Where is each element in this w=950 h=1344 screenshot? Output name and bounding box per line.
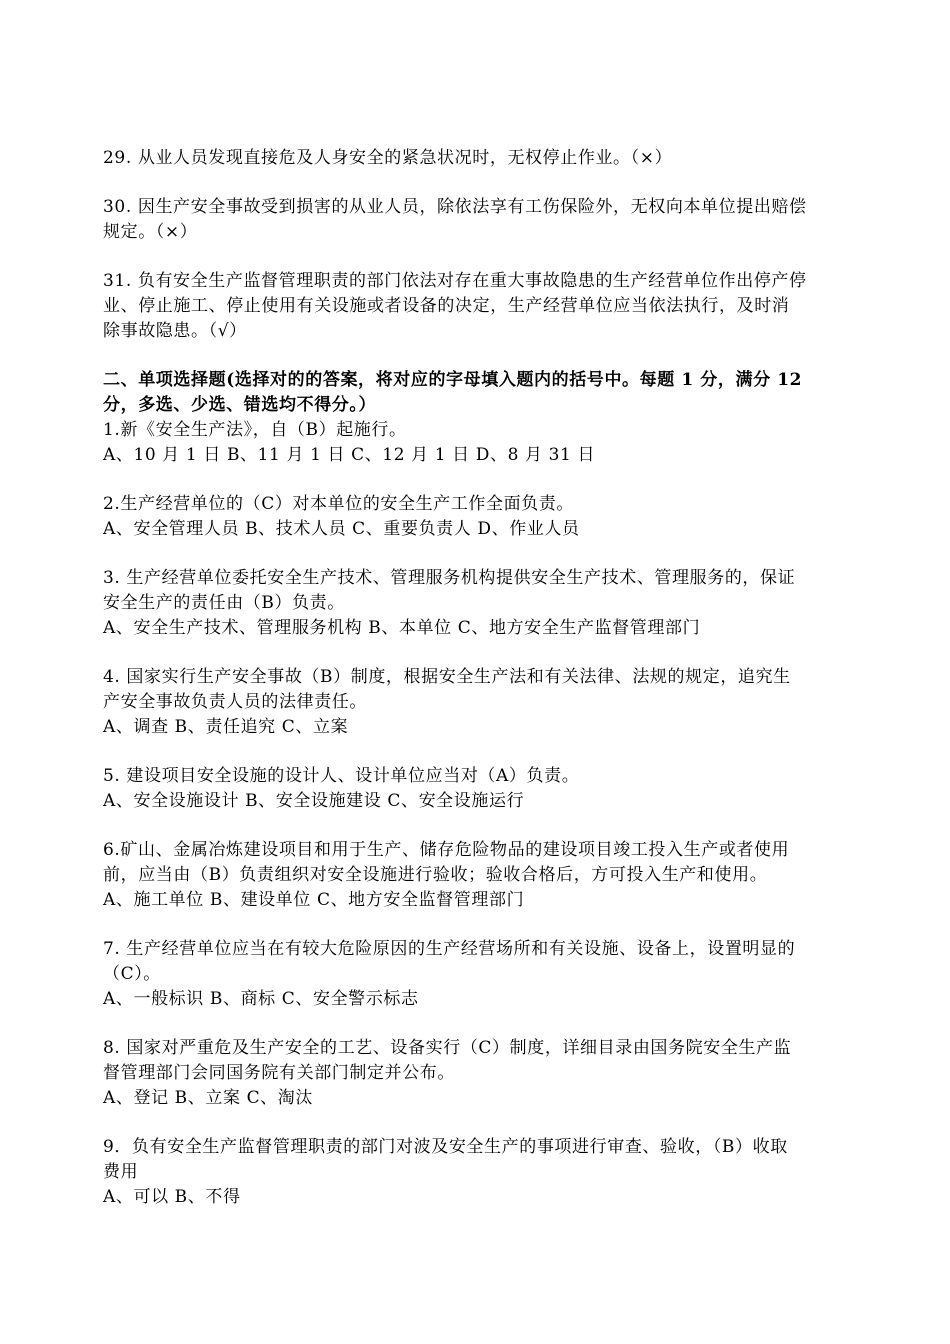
choice-question-8-line-1: 8. 国家对严重危及生产安全的工艺、设备实行（C）制度，详细目录由国务院安全生产监 xyxy=(103,1038,792,1058)
spacer xyxy=(103,344,863,368)
choice-question-4-line-1: 4. 国家实行生产安全事故（B）制度，根据安全生产法和有关法律、法规的规定，追究生 xyxy=(103,667,791,687)
choice-options-6: A、施工单位 B、建设单位 C、地方安全监督管理部门 xyxy=(103,890,525,910)
section-heading-line-1: 二、单项选择题(选择对的的答案，将对应的字母填入题内的括号中。每题 1 分，满分 12 xyxy=(103,370,803,390)
judgement-item-30-line-1: 30. 因生产安全事故受到损害的从业人员，除依法享有工伤保险外，无权向本单位提出赔偿 xyxy=(103,197,807,217)
choice-options-7: A、一般标识 B、商标 C、安全警示标志 xyxy=(103,989,419,1009)
choice-options-8: A、登记 B、立案 C、淘汰 xyxy=(103,1088,313,1108)
choice-options-2: A、安全管理人员 B、技术人员 C、重要负责人 D、作业人员 xyxy=(103,519,580,539)
choice-question-6-line-1: 6.矿山、金属冶炼建设项目和用于生产、储存危险物品的建设项目竣工投入生产或者使用 xyxy=(103,840,790,860)
spacer xyxy=(103,245,863,269)
spacer xyxy=(103,1111,863,1135)
judgement-item-29: 29. 从业人员发现直接危及人身安全的紧急状况时，无权停止作业。（×） xyxy=(103,148,673,168)
spacer xyxy=(103,740,863,764)
spacer xyxy=(103,913,863,937)
choice-question-3-line-1: 3. 生产经营单位委托安全生产技术、管理服务机构提供安全生产技术、管理服务的，保证 xyxy=(103,568,796,588)
choice-options-3: A、安全生产技术、管理服务机构 B、本单位 C、地方安全生产监督管理部门 xyxy=(103,618,701,638)
choice-question-9-line-2: 费用 xyxy=(103,1162,139,1182)
choice-options-4: A、调查 B、责任追究 C、立案 xyxy=(103,717,349,737)
choice-options-1: A、10 月 1 日 B、11 月 1 日 C、12 月 1 日 D、8 月 31 日 xyxy=(103,445,596,465)
choice-question-7-line-1: 7. 生产经营单位应当在有较大危险原因的生产经营场所和有关设施、设备上，设置明显的 xyxy=(103,939,796,959)
choice-question-6-line-2: 前，应当由（B）负责组织对安全设施进行验收；验收合格后，方可投入生产和使用。 xyxy=(103,865,768,885)
judgement-item-31-line-1: 31. 负有安全生产监督管理职责的部门依法对存在重大事故隐患的生产经营单位作出停产停 xyxy=(103,271,807,291)
choice-question-8-line-2: 督管理部门会同国务院有关部门制定并公布。 xyxy=(103,1063,455,1083)
judgement-item-30-line-2: 规定。（×） xyxy=(103,222,198,242)
spacer xyxy=(103,1012,863,1036)
choice-question-1: 1.新《安全生产法》，自（B）起施行。 xyxy=(103,420,407,440)
document-page xyxy=(103,146,863,1210)
choice-question-4-line-2: 产安全事故负责人员的法律责任。 xyxy=(103,692,367,712)
choice-question-9-line-1: 9．负有安全生产监督管理职责的部门对波及安全生产的事项进行审查、验收，（B）收取 xyxy=(103,1137,788,1157)
spacer xyxy=(103,641,863,665)
choice-question-5: 5. 建设项目安全设施的设计人、设计单位应当对（A）负责。 xyxy=(103,766,580,786)
spacer xyxy=(103,468,863,492)
choice-question-2: 2.生产经营单位的（C）对本单位的安全生产工作全面负责。 xyxy=(103,494,575,514)
choice-options-5: A、安全设施设计 B、安全设施建设 C、安全设施运行 xyxy=(103,791,525,811)
judgement-item-31-line-3: 除事故隐患。（√） xyxy=(103,321,247,341)
spacer xyxy=(103,171,863,195)
choice-question-7-line-2: （C）。 xyxy=(103,964,161,984)
choice-question-3-line-2: 安全生产的责任由（B）负责。 xyxy=(103,593,345,613)
choice-options-9: A、可以 B、不得 xyxy=(103,1187,241,1207)
spacer xyxy=(103,542,863,566)
judgement-item-31-line-2: 业、停止施工、停止使用有关设施或者设备的决定，生产经营单位应当依法执行，及时消 xyxy=(103,296,790,316)
spacer xyxy=(103,814,863,838)
section-heading-line-2: 分，多选、少选、错选均不得分。） xyxy=(103,395,377,415)
